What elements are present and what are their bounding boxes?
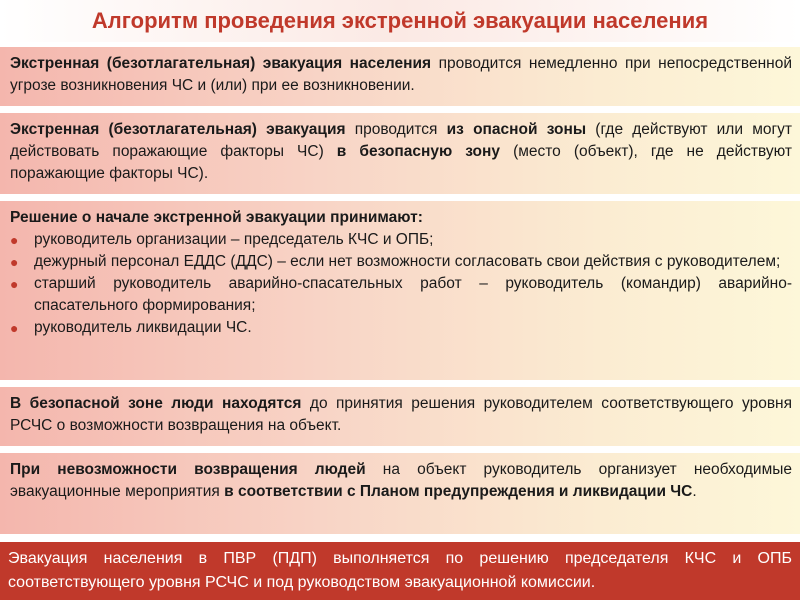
no-return-text-1: на объект руководитель организует необходимые эвакуационные мероприятия xyxy=(10,461,792,500)
list-item-text: старший руководитель аварийно-спасательных работ – руководитель (командир) аварийно-спасательного формирования; xyxy=(34,275,792,314)
plan-reference: в соответствии с Планом предупреждения и ликвидации ЧС xyxy=(224,483,693,500)
page-title: Алгоритм проведения экстренной эвакуации населения xyxy=(0,0,800,42)
direction-term: Экстренная (безотлагательная) эвакуация xyxy=(10,121,346,138)
no-return-block xyxy=(0,452,800,534)
list-item-text: руководитель ликвидации ЧС. xyxy=(34,319,252,336)
definition-term: Экстренная (безотлагательная) эвакуация населения xyxy=(10,55,432,72)
bullet-icon: ● xyxy=(10,320,19,336)
safe-zone-stay-term: В безопасной зоне люди находятся xyxy=(10,395,302,412)
list-item-text: дежурный персонал ЕДДС (ДДС) – если нет возможности согласовать свои действия с руководителем; xyxy=(34,253,781,270)
definition-block xyxy=(0,46,800,106)
list-item xyxy=(10,229,792,251)
decision-makers-list xyxy=(10,229,792,339)
bullet-icon: ● xyxy=(10,254,19,270)
footer-note: Эвакуация населения в ПВР (ПДП) выполняется по решению председателя КЧС и ОПБ соответствующего уровня РСЧС и под руководством эвакуационной комиссии. xyxy=(0,542,800,600)
no-return-text-2: . xyxy=(692,483,697,500)
no-return-term: При невозможности возвращения людей xyxy=(10,461,366,478)
definition-text: проводится немедленно при непосредственной угрозе возникновения ЧС и (или) при ее возникновении. xyxy=(10,55,792,94)
decision-heading: Решение о начале экстренной эвакуации принимают: xyxy=(10,209,423,226)
direction-text-1: проводится xyxy=(345,121,447,138)
direction-text-2: (где действуют или могут действовать поражающие факторы ЧС) xyxy=(10,121,792,160)
direction-text-3: (место (объект), где не действуют поражающие факторы ЧС). xyxy=(10,143,792,182)
list-item xyxy=(10,251,792,273)
direction-block xyxy=(0,112,800,194)
safe-zone-stay-text: до принятия решения руководителем соответствующего уровня РСЧС о возможности возвращения на объект. xyxy=(10,395,793,434)
list-item xyxy=(10,273,792,317)
bullet-icon: ● xyxy=(10,232,19,248)
safe-zone-term: в безопасную зону xyxy=(336,143,501,160)
bullet-icon: ● xyxy=(10,276,19,292)
safe-zone-block xyxy=(0,386,800,446)
list-item-text: руководитель организации – председатель КЧС и ОПБ; xyxy=(34,231,434,248)
list-item xyxy=(10,317,792,339)
danger-zone-term: из опасной зоны xyxy=(446,121,587,138)
decision-block xyxy=(0,200,800,380)
